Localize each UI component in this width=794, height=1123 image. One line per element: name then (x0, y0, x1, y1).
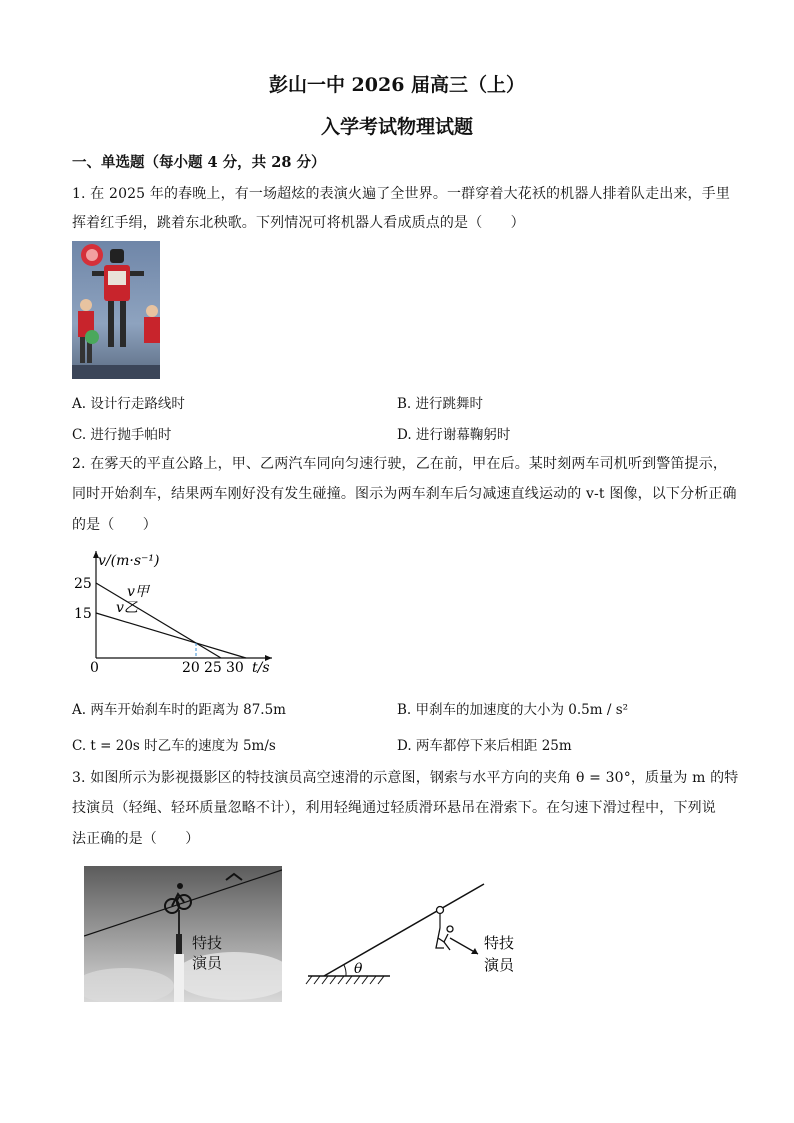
q2-option-a: A. 两车开始刹车时的距离为 87.5m (72, 702, 286, 718)
origin-label: 0 (90, 660, 99, 676)
q2-text-line2: 同时开始刹车，结果两车刚好没有发生碰撞。图示为两车刹车后匀减速直线运动的 v-t 图像，以下分析正确 (72, 486, 737, 502)
q1-option-d: D. 进行谢幕鞠躬时 (397, 427, 511, 443)
x-tick-30: 30 (226, 660, 244, 676)
q1-option-a: A. 设计行走路线时 (72, 396, 185, 412)
q1-option-b: B. 进行跳舞时 (397, 396, 484, 412)
q2-option-d: D. 两车都停下来后相距 25m (397, 738, 572, 754)
q2-text-line3: 的是（ ） (72, 517, 157, 533)
vt-graph (72, 543, 282, 683)
q1-text-line2: 挥着红手绢，跳着东北秧歌。下列情况可将机器人看成质点的是（ ） (72, 215, 525, 231)
performer-label-2: 演员 (484, 956, 515, 974)
series-line-yi (96, 613, 246, 658)
stunt-photo (84, 866, 282, 1002)
zipline-diagram (300, 876, 540, 992)
stunt-photo-label-1: 特技 (192, 934, 223, 952)
angle-theta-label: θ (354, 961, 363, 977)
y-tick-25: 25 (74, 576, 92, 592)
section-heading: 一、单选题（每小题 4 分，共 28 分） (72, 154, 326, 171)
pulley-ring (437, 907, 444, 914)
q2-option-c: C. t = 20s 时乙车的速度为 5m/s (72, 738, 276, 754)
q1-text-line1: 1. 在 2025 年的春晚上，有一场超炫的表演火遍了全世界。一群穿着大花袄的机器人排着队走出来，手里 (72, 186, 730, 202)
q3-text-line2: 技演员（轻绳、轻环质量忽略不计），利用轻绳通过轻质滑环悬吊在滑索下。在匀速下滑过程中，下列说 (72, 800, 716, 816)
q2-text-line1: 2. 在雾天的平直公路上，甲、乙两汽车同向匀速行驶，乙在前，甲在后。某时刻两车司机听到警笛提示， (72, 456, 728, 472)
label-v-jia: v甲 (127, 584, 149, 600)
stunt-photo-label-2: 演员 (192, 954, 223, 972)
y-tick-15: 15 (74, 606, 92, 622)
x-tick-20: 20 (182, 660, 200, 676)
cable-line (324, 884, 484, 976)
robot-dance-photo (72, 241, 160, 379)
page-title: 彭山一中 2026 届高三（上） (268, 74, 526, 96)
performer-label-1: 特技 (484, 934, 515, 952)
ground-hatching (306, 976, 384, 984)
series-line-jia (96, 583, 221, 658)
q2-option-b: B. 甲刹车的加速度的大小为 0.5m / s² (397, 702, 629, 718)
label-v-yi: v乙 (116, 600, 138, 616)
page-subtitle: 入学考试物理试题 (320, 116, 473, 138)
x-tick-25: 25 (204, 660, 222, 676)
x-axis-label: t/s (252, 660, 270, 676)
q1-option-c: C. 进行抛手帕时 (72, 427, 172, 443)
q3-text-line1: 3. 如图所示为影视摄影区的特技演员高空速滑的示意图，钢索与水平方向的夹角 θ = 30°，质量为 m 的特 (72, 770, 739, 786)
y-axis-label: v/(m·s⁻¹) (98, 553, 160, 569)
q3-text-line3: 法正确的是（ ） (72, 831, 200, 847)
angle-arc (344, 965, 346, 976)
